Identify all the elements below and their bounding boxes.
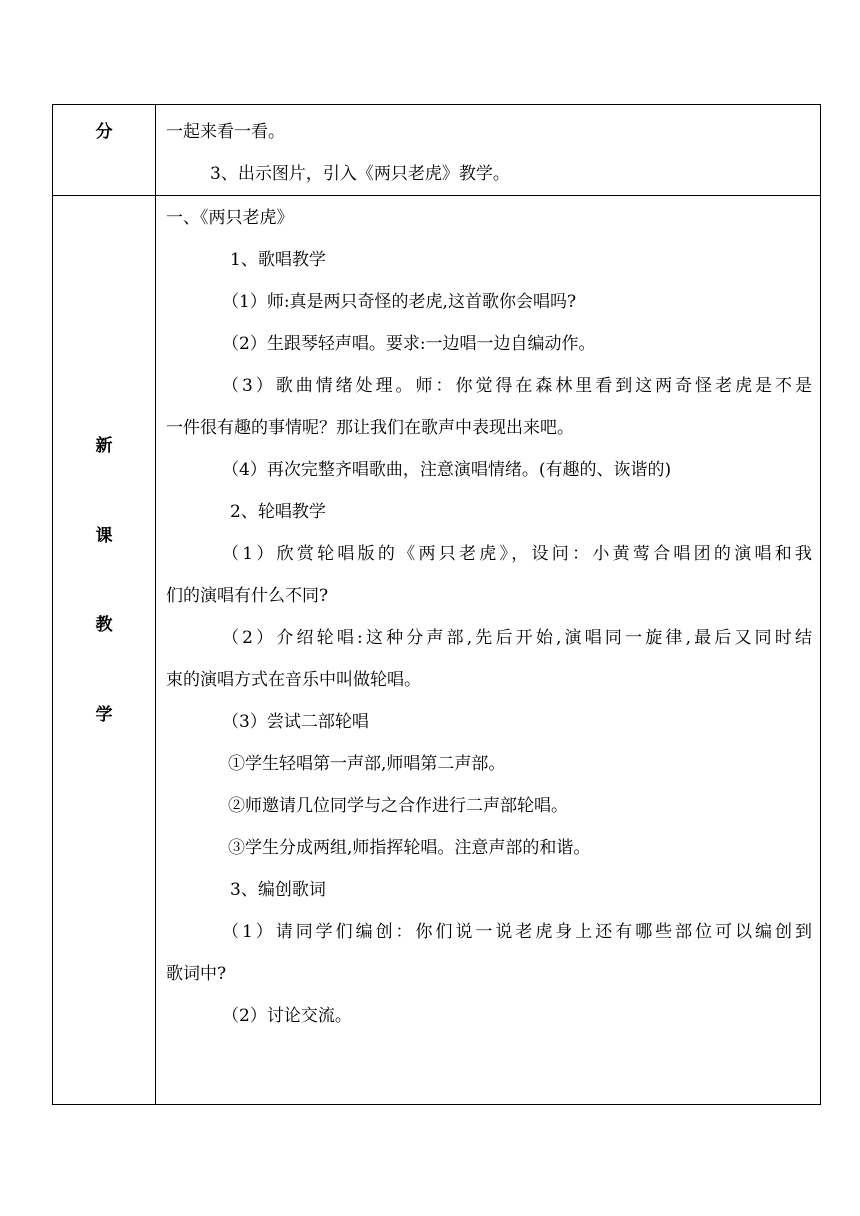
content-line: 一件很有趣的事情呢？那让我们在歌声中表现出来吧。 [166, 418, 574, 438]
section-label-cell [53, 105, 156, 196]
section-label-char: 课 [95, 526, 113, 546]
section-label-char: 学 [95, 705, 113, 725]
content-line: （3）尝试二部轮唱 [222, 712, 369, 732]
section-label-char: 新 [95, 436, 113, 456]
content-line: （1）欣赏轮唱版的《两只老虎》，设问：小黄莺合唱团的演唱和我 [222, 544, 812, 564]
section-label-char: 教 [95, 615, 113, 635]
content-line: 2、轮唱教学 [230, 502, 326, 522]
content-line: （1）师:真是两只奇怪的老虎,这首歌你会唱吗? [222, 292, 577, 312]
content-line: （1）请同学们编创：你们说一说老虎身上还有哪些部位可以编创到 [222, 922, 812, 942]
content-line: （2）讨论交流。 [222, 1006, 352, 1026]
content-line: 3、出示图片，引入《两只老虎》教学。 [210, 164, 510, 184]
table-row [53, 105, 821, 196]
content-line: （4）再次完整齐唱歌曲，注意演唱情绪。(有趣的、诙谐的) [222, 460, 672, 480]
content-line: 歌词中? [166, 964, 227, 984]
section-content-cell [156, 196, 821, 1105]
content-line: 1、歌唱教学 [230, 250, 326, 270]
section-content-cell [156, 105, 821, 196]
section-label: 分 [95, 122, 113, 142]
section-label-cell [53, 196, 156, 1105]
content-line: 们的演唱有什么不同? [166, 586, 329, 606]
content-line: （2）生跟琴轻声唱。要求:一边唱一边自编动作。 [222, 334, 596, 354]
content-line: ②师邀请几位同学与之合作进行二声部轮唱。 [228, 796, 568, 816]
content-line: 束的演唱方式在音乐中叫做轮唱。 [166, 670, 421, 690]
content-line: 3、编创歌词 [230, 880, 326, 900]
content-line: （3）歌曲情绪处理。师：你觉得在森林里看到这两奇怪老虎是不是 [222, 376, 812, 396]
content-line: 一、《两只老虎》 [166, 208, 294, 228]
content-line: 一起来看一看。 [166, 122, 285, 142]
content-line: ①学生轻唱第一声部,师唱第二声部。 [228, 754, 506, 774]
table-row [53, 196, 821, 1105]
lesson-plan-table [52, 104, 821, 1105]
content-line: ③学生分成两组,师指挥轮唱。注意声部的和谐。 [228, 838, 591, 858]
content-line: （2）介绍轮唱:这种分声部,先后开始,演唱同一旋律,最后又同时结 [222, 628, 812, 648]
